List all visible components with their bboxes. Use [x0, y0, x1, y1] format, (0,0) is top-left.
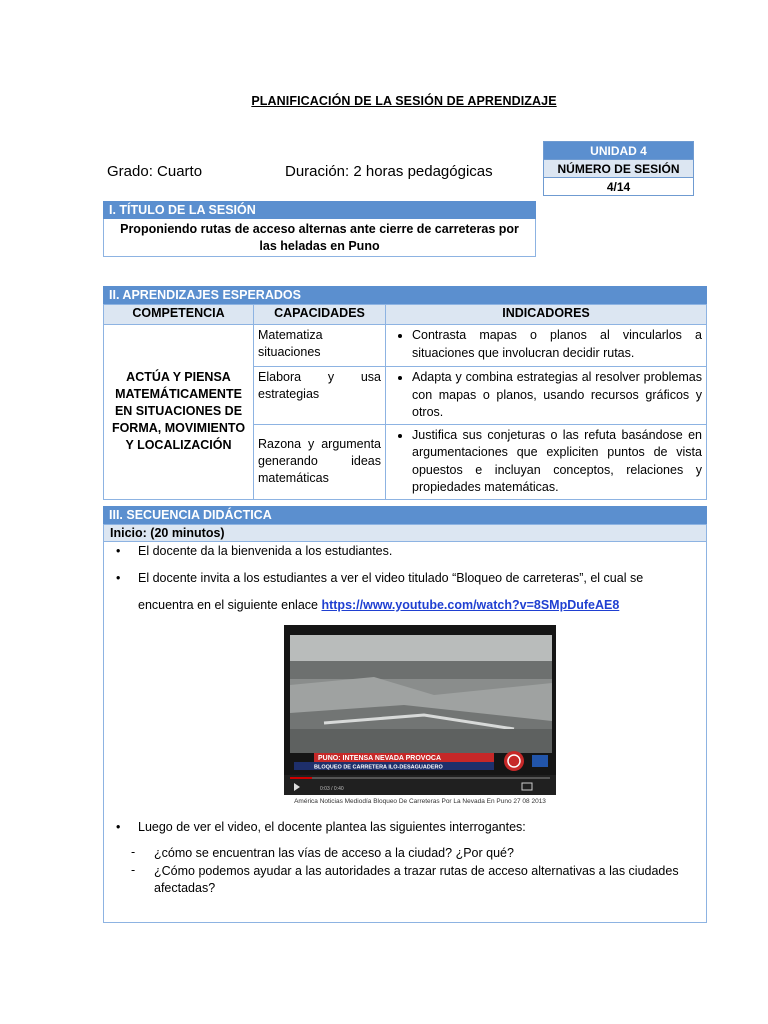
section-learning-heading: II. APRENDIZAJES ESPERADOS — [103, 286, 707, 304]
start-phase-label: Inicio: (20 minutos) — [104, 525, 706, 542]
bullet-text: El docente da la bienvenida a los estudiantes. — [138, 544, 393, 558]
bullet-text-continued — [138, 598, 698, 612]
bullet-glyph: • — [116, 820, 121, 834]
video-banner-bottom: BLOQUEO DE CARRETERA ILO-DESAGUADERO — [314, 764, 443, 771]
unit-label: UNIDAD 4 — [544, 142, 694, 160]
indicator-item: • Justifica sus conjeturas o las refuta basándose en argumentaciones que expliciten puntos de vista opuestos e incluyan conceptos, relaciones y propiedades matemáticas. — [412, 427, 702, 497]
column-header-indicators: INDICADORES — [386, 305, 707, 325]
indicator-item: • Adapta y combina estrategias al resolver problemas con mapas o planos, usando recursos gráficos y otros. — [412, 369, 702, 422]
session-number-value: 4/14 — [544, 178, 694, 196]
indicator-cell — [386, 367, 707, 425]
capacity-cell — [254, 367, 386, 425]
bullet-glyph: • — [116, 544, 121, 558]
section-title-heading: I. TÍTULO DE LA SESIÓN — [103, 201, 536, 219]
unit-box — [543, 141, 694, 196]
video-time: 0:03 / 0:40 — [320, 786, 344, 792]
link-intro: encuentra en el siguiente enlace — [138, 598, 322, 612]
bullet-text: El docente invita a los estudiantes a ver el video titulado “Bloqueo de carreteras”, el cual se — [138, 571, 644, 585]
capacity-cell: Razona y argumenta generando ideas matemáticas — [254, 424, 386, 499]
session-title: Proponiendo rutas de acceso alternas ante cierre de carreteras por las heladas en Puno — [103, 219, 536, 257]
grade-label: Grado: Cuarto — [107, 163, 203, 180]
dash-glyph: - — [131, 863, 136, 877]
learning-table — [103, 304, 707, 500]
dash-glyph: - — [131, 845, 136, 859]
section-sequence-heading: III. SECUENCIA DIDÁCTICA — [103, 506, 707, 524]
bullet-glyph: • — [116, 571, 121, 585]
bullet-text: Luego de ver el video, el docente plantea las siguientes interrogantes: — [138, 820, 526, 834]
video-caption: América Noticias Mediodía Bloqueo De Carreteras Por La Nevada En Puno 27 08 2013 — [294, 798, 546, 805]
column-header-capacities: CAPACIDADES — [254, 305, 386, 325]
document-title: PLANIFICACIÓN DE LA SESIÓN DE APRENDIZAJE — [251, 94, 557, 108]
question-text: ¿Cómo podemos ayudar a las autoridades a trazar rutas de acceso alternativas a las ciudades afectadas? — [154, 864, 679, 895]
session-number-label: NÚMERO DE SESIÓN — [544, 160, 694, 178]
question-text: ¿cómo se encuentran las vías de acceso a la ciudad? ¿Por qué? — [154, 846, 514, 860]
indicator-item: • Contrasta mapas o planos al vincularlos a situaciones que involucran decidir rutas. — [412, 327, 702, 362]
column-header-competence: COMPETENCIA — [104, 305, 254, 325]
indicator-cell — [386, 424, 707, 499]
video-frame — [284, 625, 556, 795]
capacity-text: Elabora y usa estrategias — [258, 370, 381, 401]
video-thumbnail[interactable] — [284, 625, 556, 795]
competence-cell: ACTÚA Y PIENSA MATEMÁTICAMENTE EN SITUACIONES DE FORMA, MOVIMIENTO Y LOCALIZACIÓN — [104, 325, 254, 500]
video-link[interactable]: https://www.youtube.com/watch?v=8SMpDufeAE8 — [321, 598, 620, 612]
indicator-cell — [386, 325, 707, 367]
capacity-cell: Matematiza situaciones — [254, 325, 386, 367]
duration-label: Duración: 2 horas pedagógicas — [285, 163, 493, 180]
video-banner-top: PUNO: INTENSA NEVADA PROVOCA — [318, 755, 442, 762]
